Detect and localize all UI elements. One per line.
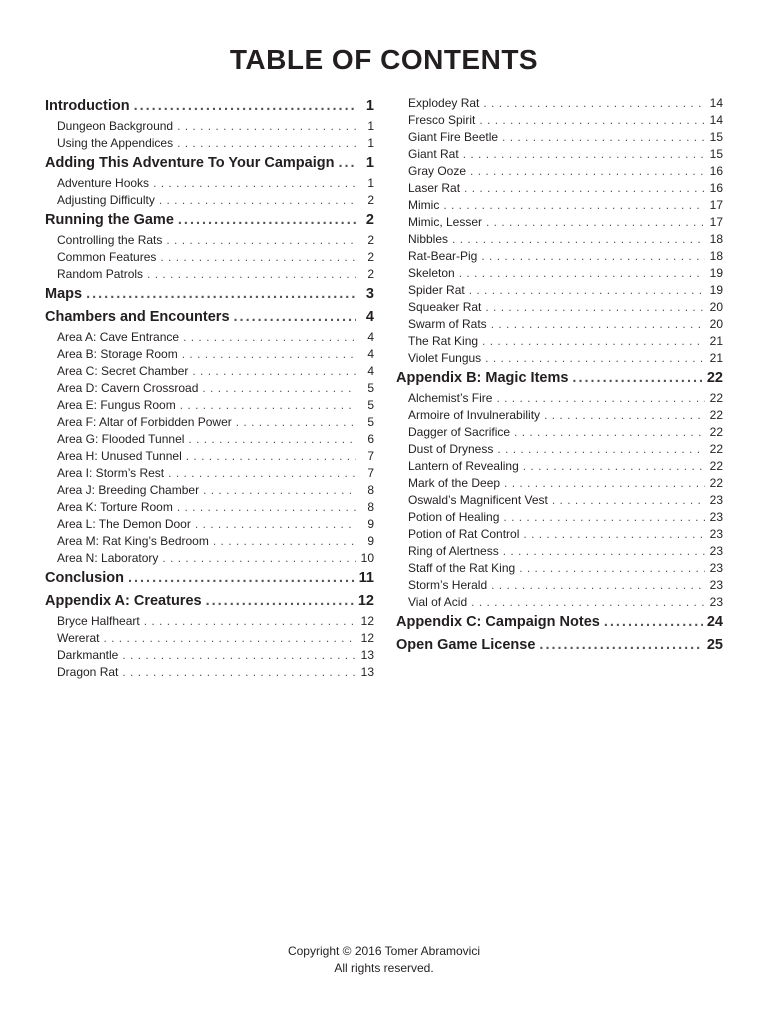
- toc-subsection-entry[interactable]: [45, 233, 374, 250]
- toc-entry-label: Giant Rat: [408, 147, 459, 161]
- dot-leader: [497, 442, 705, 456]
- toc-entry-label: Open Game License: [396, 637, 536, 653]
- toc-subsection-entry[interactable]: [396, 425, 723, 442]
- toc-entry-label: Bryce Halfheart: [57, 614, 140, 628]
- dot-leader: [162, 551, 356, 565]
- toc-entry-page-number: 7: [367, 466, 374, 480]
- toc-entry-label: Fresco Spirit: [408, 113, 476, 127]
- dot-leader: [202, 381, 356, 395]
- dot-leader: [539, 637, 702, 653]
- toc-subsection-entry[interactable]: [396, 544, 723, 561]
- toc-entry-label: Area K: Torture Room: [57, 500, 173, 514]
- toc-subsection-entry[interactable]: [396, 130, 723, 147]
- toc-entry-label: Random Patrols: [57, 267, 144, 281]
- toc-entry-page-number: 5: [367, 415, 374, 429]
- toc-subsection-entry[interactable]: [396, 510, 723, 527]
- dot-leader: [166, 233, 356, 247]
- toc-entry-label: Mimic, Lesser: [408, 215, 483, 229]
- toc-entry-page-number: 5: [367, 398, 374, 412]
- toc-entry-page-number: 1: [365, 155, 374, 171]
- dot-leader: [443, 198, 705, 212]
- dot-leader: [469, 283, 705, 297]
- footer: [0, 943, 768, 977]
- toc-section-entry[interactable]: [45, 570, 374, 591]
- page-title: TABLE OF CONTENTS: [229, 44, 539, 75]
- dot-leader: [188, 432, 356, 446]
- toc-entry-label: Area B: Storage Room: [57, 347, 178, 361]
- dot-leader: [177, 119, 356, 133]
- toc-entry-page-number: 15: [709, 130, 723, 144]
- toc-entry-page-number: 22: [709, 476, 723, 490]
- dot-leader: [523, 459, 705, 473]
- toc-entry-label: Alchemist’s Fire: [408, 391, 493, 405]
- toc-entry-page-number: 2: [367, 250, 374, 264]
- toc-entry-page-number: 22: [709, 391, 723, 405]
- toc-subsection-entry[interactable]: [45, 449, 374, 466]
- toc-right-column: [396, 96, 723, 658]
- toc-subsection-entry[interactable]: [45, 347, 374, 364]
- toc-subsection-entry[interactable]: [45, 267, 374, 284]
- dot-leader: [338, 155, 356, 171]
- toc-entry-page-number: 2: [367, 193, 374, 207]
- dot-leader: [502, 130, 705, 144]
- toc-entry-label: Area A: Cave Entrance: [57, 330, 180, 344]
- dot-leader: [491, 578, 705, 592]
- toc-entry-label: Area I: Storm’s Rest: [57, 466, 165, 480]
- toc-entry-label: Common Features: [57, 250, 157, 264]
- toc-entry-page-number: 9: [367, 534, 374, 548]
- dot-leader: [186, 449, 356, 463]
- toc-entry-label: Adding This Adventure To Your Campaign: [45, 155, 335, 171]
- toc-entry-page-number: 23: [709, 527, 723, 541]
- toc-entry-page-number: 7: [367, 449, 374, 463]
- dot-leader: [479, 113, 705, 127]
- toc-entry-label: Dragon Rat: [57, 665, 119, 679]
- toc-entry-label: Area E: Fungus Room: [57, 398, 176, 412]
- toc-entry-page-number: 23: [709, 510, 723, 524]
- dot-leader: [160, 250, 356, 264]
- toc-entry-label: Appendix B: Magic Items: [396, 370, 569, 386]
- toc-entry-page-number: 22: [709, 408, 723, 422]
- toc-entry-page-number: 4: [365, 309, 374, 325]
- toc-subsection-entry[interactable]: [396, 476, 723, 493]
- toc-entry-page-number: 12: [357, 593, 374, 609]
- toc-subsection-entry[interactable]: [396, 493, 723, 510]
- toc-entry-label: Explodey Rat: [408, 96, 480, 110]
- toc-entry-label: Appendix A: Creatures: [45, 593, 202, 609]
- toc-entry-page-number: 19: [709, 283, 723, 297]
- toc-entry-page-number: 3: [365, 286, 374, 302]
- toc-entry-label: Area D: Cavern Crossroad: [57, 381, 199, 395]
- dot-leader: [464, 181, 705, 195]
- toc-entry-label: Area H: Unused Tunnel: [57, 449, 182, 463]
- toc-entry-label: Dagger of Sacrifice: [408, 425, 511, 439]
- toc-entry-label: Potion of Healing: [408, 510, 500, 524]
- dot-leader: [234, 309, 356, 325]
- toc-subsection-entry[interactable]: [396, 266, 723, 283]
- toc-entry-page-number: 17: [709, 215, 723, 229]
- toc-entry-page-number: 2: [367, 233, 374, 247]
- toc-subsection-entry[interactable]: [396, 232, 723, 249]
- toc-entry-page-number: 16: [709, 164, 723, 178]
- dot-leader: [503, 544, 705, 558]
- toc-entry-label: Dust of Dryness: [408, 442, 494, 456]
- toc-entry-page-number: 2: [365, 212, 374, 228]
- dot-leader: [514, 425, 705, 439]
- toc-entry-label: Mimic: [408, 198, 440, 212]
- dot-leader: [481, 249, 705, 263]
- dot-leader: [182, 347, 356, 361]
- dot-leader: [195, 517, 356, 531]
- toc-subsection-entry[interactable]: [45, 432, 374, 449]
- toc-entry-page-number: 23: [709, 578, 723, 592]
- toc-subsection-entry[interactable]: [396, 408, 723, 425]
- toc-entry-page-number: 18: [709, 249, 723, 263]
- toc-subsection-entry[interactable]: [45, 330, 374, 347]
- toc-entry-label: Vial of Acid: [408, 595, 468, 609]
- toc-entry-label: Area C: Secret Chamber: [57, 364, 189, 378]
- toc-entry-label: Swarm of Rats: [408, 317, 487, 331]
- toc-entry-page-number: 4: [367, 330, 374, 344]
- toc-entry-page-number: 15: [709, 147, 723, 161]
- toc-entry-label: Area J: Breeding Chamber: [57, 483, 200, 497]
- toc-entry-label: Area G: Flooded Tunnel: [57, 432, 185, 446]
- toc-section-entry[interactable]: [45, 593, 374, 614]
- toc-subsection-entry[interactable]: [45, 500, 374, 517]
- rights-line: All rights reserved.: [334, 961, 434, 975]
- dot-leader: [483, 96, 705, 110]
- toc-subsection-entry[interactable]: [396, 181, 723, 198]
- toc-subsection-entry[interactable]: [45, 648, 374, 665]
- toc-subsection-entry[interactable]: [396, 164, 723, 181]
- toc-entry-page-number: 5: [367, 381, 374, 395]
- toc-entry-page-number: 6: [367, 432, 374, 446]
- dot-leader: [486, 215, 705, 229]
- dot-leader: [604, 614, 703, 630]
- toc-entry-page-number: 22: [709, 425, 723, 439]
- toc-entry-page-number: 17: [709, 198, 723, 212]
- dot-leader: [147, 267, 356, 281]
- dot-leader: [471, 595, 705, 609]
- dot-leader: [159, 193, 356, 207]
- toc-entry-label: Potion of Rat Control: [408, 527, 520, 541]
- toc-entry-label: Squeaker Rat: [408, 300, 482, 314]
- toc-entry-page-number: 23: [709, 544, 723, 558]
- toc-subsection-entry[interactable]: [396, 459, 723, 476]
- toc-subsection-entry[interactable]: [396, 215, 723, 232]
- toc-entry-label: Oswald’s Magnificent Vest: [408, 493, 548, 507]
- toc-subsection-entry[interactable]: [396, 334, 723, 351]
- toc-entry-page-number: 22: [709, 459, 723, 473]
- toc-entry-page-number: 19: [709, 266, 723, 280]
- toc-subsection-entry[interactable]: [396, 283, 723, 300]
- toc-entry-label: Storm’s Herald: [408, 578, 488, 592]
- toc-section-entry[interactable]: [45, 286, 374, 307]
- toc-subsection-entry[interactable]: [45, 551, 374, 568]
- dot-leader: [213, 534, 356, 548]
- dot-leader: [122, 648, 356, 662]
- toc-subsection-entry[interactable]: [396, 300, 723, 317]
- toc-entry-page-number: 20: [709, 300, 723, 314]
- toc-section-entry[interactable]: [396, 614, 723, 635]
- toc-entry-label: Using the Appendices: [57, 136, 174, 150]
- toc-section-entry[interactable]: [45, 212, 374, 233]
- toc-subsection-entry[interactable]: [396, 96, 723, 113]
- dot-leader: [503, 510, 705, 524]
- dot-leader: [177, 500, 356, 514]
- toc-entry-page-number: 23: [709, 493, 723, 507]
- toc-entry-label: Darkmantle: [57, 648, 119, 662]
- toc-entry-page-number: 4: [367, 364, 374, 378]
- toc-entry-page-number: 21: [709, 351, 723, 365]
- toc-entry-page-number: 23: [709, 595, 723, 609]
- toc-entry-page-number: 1: [367, 136, 374, 150]
- dot-leader: [463, 147, 705, 161]
- toc-entry-label: Dungeon Background: [57, 119, 174, 133]
- toc-entry-label: Violet Fungus: [408, 351, 482, 365]
- toc-entry-label: Area F: Altar of Forbidden Power: [57, 415, 232, 429]
- toc-subsection-entry[interactable]: [396, 561, 723, 578]
- dot-leader: [452, 232, 705, 246]
- dot-leader: [134, 98, 356, 114]
- toc-entry-page-number: 13: [360, 648, 374, 662]
- toc-entry-label: Staff of the Rat King: [408, 561, 516, 575]
- toc-subsection-entry[interactable]: [396, 578, 723, 595]
- toc-subsection-entry[interactable]: [45, 119, 374, 136]
- toc-entry-page-number: 23: [709, 561, 723, 575]
- toc-entry-label: Area L: The Demon Door: [57, 517, 191, 531]
- toc-subsection-entry[interactable]: [396, 595, 723, 612]
- toc-entry-page-number: 9: [367, 517, 374, 531]
- toc-entry-page-number: 14: [709, 96, 723, 110]
- toc-entry-page-number: 13: [360, 665, 374, 679]
- toc-entry-label: Skeleton: [408, 266, 455, 280]
- toc-entry-label: Area M: Rat King’s Bedroom: [57, 534, 209, 548]
- toc-subsection-entry[interactable]: [45, 483, 374, 500]
- toc-section-entry[interactable]: [45, 155, 374, 176]
- toc-entry-label: Introduction: [45, 98, 130, 114]
- toc-section-entry[interactable]: [396, 370, 723, 391]
- toc-left-column: [45, 96, 374, 682]
- toc-subsection-entry[interactable]: [396, 391, 723, 408]
- toc-entry-label: Adventure Hooks: [57, 176, 150, 190]
- toc-entry-label: Armoire of Invulnerability: [408, 408, 541, 422]
- toc-entry-label: Spider Rat: [408, 283, 465, 297]
- dot-leader: [122, 665, 356, 679]
- toc-subsection-entry[interactable]: [45, 176, 374, 193]
- toc-subsection-entry[interactable]: [396, 147, 723, 164]
- toc-subsection-entry[interactable]: [396, 351, 723, 368]
- toc-entry-label: Running the Game: [45, 212, 174, 228]
- toc-entry-page-number: 1: [367, 119, 374, 133]
- toc-subsection-entry[interactable]: [45, 517, 374, 534]
- toc-subsection-entry[interactable]: [45, 250, 374, 267]
- toc-entry-label: Lantern of Revealing: [408, 459, 519, 473]
- toc-subsection-entry[interactable]: [45, 415, 374, 432]
- toc-section-entry[interactable]: [396, 637, 723, 658]
- dot-leader: [236, 415, 356, 429]
- toc-entry-page-number: 21: [709, 334, 723, 348]
- toc-entry-page-number: 1: [367, 176, 374, 190]
- toc-subsection-entry[interactable]: [45, 136, 374, 153]
- dot-leader: [491, 317, 705, 331]
- toc-entry-label: Adjusting Difficulty: [57, 193, 155, 207]
- toc-subsection-entry[interactable]: [45, 364, 374, 381]
- dot-leader: [206, 593, 354, 609]
- toc-entry-page-number: 14: [709, 113, 723, 127]
- toc-subsection-entry[interactable]: [45, 534, 374, 551]
- dot-leader: [544, 408, 705, 422]
- dot-leader: [168, 466, 356, 480]
- toc-section-entry[interactable]: [45, 98, 374, 119]
- dot-leader: [192, 364, 356, 378]
- toc-entry-page-number: 12: [360, 614, 374, 628]
- toc-entry-label: Laser Rat: [408, 181, 461, 195]
- toc-entry-label: Area N: Laboratory: [57, 551, 159, 565]
- dot-leader: [178, 212, 356, 228]
- toc-entry-label: Nibbles: [408, 232, 449, 246]
- dot-leader: [470, 164, 705, 178]
- toc-section-entry[interactable]: [45, 309, 374, 330]
- dot-leader: [203, 483, 356, 497]
- dot-leader: [153, 176, 356, 190]
- dot-leader: [519, 561, 705, 575]
- toc-subsection-entry[interactable]: [45, 381, 374, 398]
- toc-entry-page-number: 12: [360, 631, 374, 645]
- toc-entry-page-number: 16: [709, 181, 723, 195]
- toc-entry-label: Maps: [45, 286, 83, 302]
- toc-entry-page-number: 20: [709, 317, 723, 331]
- dot-leader: [485, 300, 705, 314]
- toc-entry-label: Ring of Alertness: [408, 544, 499, 558]
- toc-subsection-entry[interactable]: [45, 193, 374, 210]
- toc-entry-page-number: 1: [365, 98, 374, 114]
- toc-entry-page-number: 2: [367, 267, 374, 281]
- dot-leader: [183, 330, 356, 344]
- dot-leader: [523, 527, 705, 541]
- dot-leader: [504, 476, 705, 490]
- toc-subsection-entry[interactable]: [45, 466, 374, 483]
- dot-leader: [482, 334, 705, 348]
- toc-entry-page-number: 22: [709, 442, 723, 456]
- toc-entry-label: Chambers and Encounters: [45, 309, 230, 325]
- dot-leader: [552, 493, 705, 507]
- toc-entry-label: Wererat: [57, 631, 100, 645]
- toc-entry-label: The Rat King: [408, 334, 479, 348]
- toc-entry-label: Gray Ooze: [408, 164, 467, 178]
- toc-entry-label: Controlling the Rats: [57, 233, 163, 247]
- dot-leader: [103, 631, 356, 645]
- toc-subsection-entry[interactable]: [45, 631, 374, 648]
- toc-subsection-entry[interactable]: [396, 442, 723, 459]
- toc-entry-label: Conclusion: [45, 570, 124, 586]
- toc-entry-page-number: 4: [367, 347, 374, 361]
- toc-entry-page-number: 10: [360, 551, 374, 565]
- toc-entry-label: Mark of the Deep: [408, 476, 501, 490]
- dot-leader: [128, 570, 355, 586]
- toc-subsection-entry[interactable]: [45, 665, 374, 682]
- toc-entry-page-number: 25: [706, 637, 723, 653]
- toc-subsection-entry[interactable]: [396, 527, 723, 544]
- toc-entry-label: Rat-Bear-Pig: [408, 249, 478, 263]
- toc-entry-page-number: 18: [709, 232, 723, 246]
- dot-leader: [496, 391, 705, 405]
- toc-entry-page-number: 8: [367, 500, 374, 514]
- toc-subsection-entry[interactable]: [396, 317, 723, 334]
- dot-leader: [86, 286, 356, 302]
- copyright-line: Copyright © 2016 Tomer Abramovici: [287, 944, 481, 958]
- toc-subsection-entry[interactable]: [45, 398, 374, 415]
- toc-entry-page-number: 8: [367, 483, 374, 497]
- toc-entry-label: Appendix C: Campaign Notes: [396, 614, 600, 630]
- dot-leader: [144, 614, 356, 628]
- toc-entry-label: Giant Fire Beetle: [408, 130, 499, 144]
- toc-entry-page-number: 11: [358, 570, 374, 586]
- dot-leader: [177, 136, 356, 150]
- dot-leader: [485, 351, 705, 365]
- toc-entry-page-number: 24: [706, 614, 723, 630]
- toc-subsection-entry[interactable]: [396, 198, 723, 215]
- toc-subsection-entry[interactable]: [45, 614, 374, 631]
- dot-leader: [459, 266, 705, 280]
- toc-entry-page-number: 22: [706, 370, 723, 386]
- toc-subsection-entry[interactable]: [396, 249, 723, 266]
- dot-leader: [180, 398, 356, 412]
- toc-subsection-entry[interactable]: [396, 113, 723, 130]
- dot-leader: [572, 370, 702, 386]
